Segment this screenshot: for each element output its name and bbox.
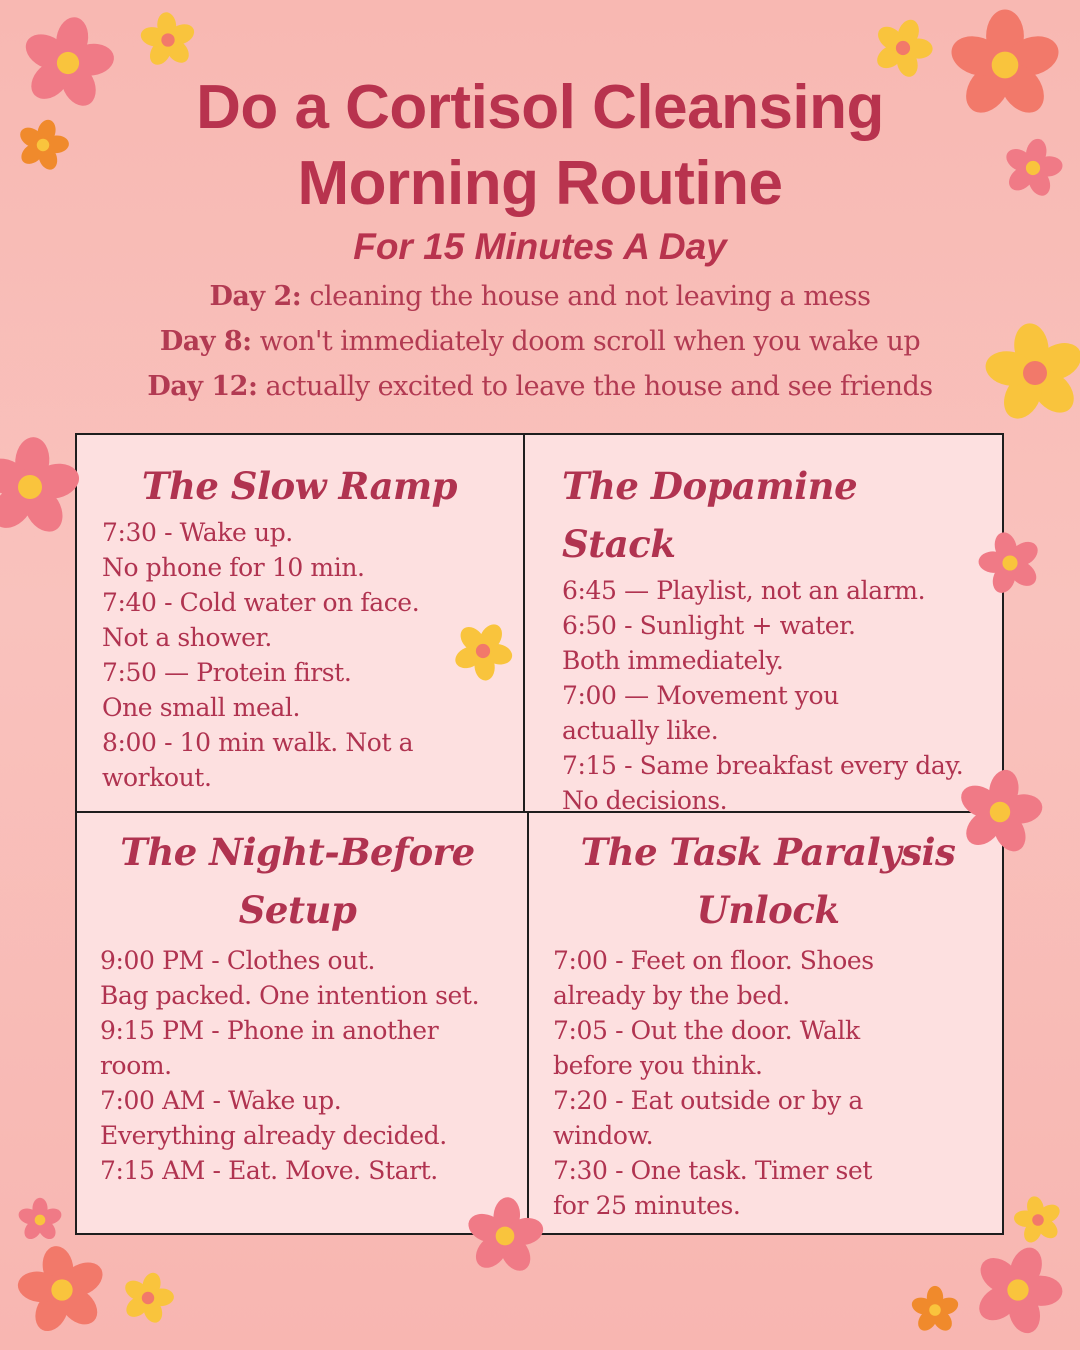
flower-icon [0, 433, 84, 541]
day-label: Day 12: [147, 371, 258, 402]
day-milestone [0, 319, 1080, 364]
flower-icon [1001, 136, 1065, 200]
routine-step: for 25 minutes. [553, 1191, 741, 1220]
routine-title [553, 823, 983, 939]
routine-title-line: The Night-Before [120, 830, 475, 874]
routine-step: 7:00 AM - Wake up. [100, 1086, 342, 1115]
routine-step: actually like. [562, 716, 719, 745]
title-line-1: Do a Cortisol Cleansing [196, 73, 884, 142]
routine-step: Both immediately. [562, 646, 784, 675]
routine-grid [75, 433, 1004, 1235]
flower-icon [138, 10, 198, 70]
day-text: actually excited to leave the house and see friends [257, 371, 933, 402]
flower-icon [976, 529, 1044, 597]
flower-icon [981, 319, 1080, 427]
routine-step: One small meal. [102, 693, 301, 722]
routine-steps [100, 943, 520, 1188]
flower-icon [15, 117, 71, 173]
routine-step: workout. [102, 763, 212, 792]
flower-icon [18, 13, 118, 113]
routine-title: The Slow Ramp [141, 464, 458, 508]
flower-icon [954, 766, 1046, 858]
routine-step: 9:00 PM - Clothes out. [100, 946, 376, 975]
routine-step: 7:00 - Feet on floor. Shoes [553, 946, 874, 975]
routine-step: 9:15 PM - Phone in another [100, 1016, 439, 1045]
day-text: cleaning the house and not leaving a mess [301, 281, 871, 312]
day-milestone [0, 274, 1080, 319]
subtitle: For 15 Minutes A Day [353, 226, 727, 267]
routine-step: 7:30 - One task. Timer set [553, 1156, 872, 1185]
day-label: Day 2: [209, 281, 302, 312]
day-label: Day 8: [159, 326, 252, 357]
routine-step: Not a shower. [102, 623, 272, 652]
routine-step: 7:50 — Protein first. [102, 658, 352, 687]
routine-steps [553, 943, 993, 1223]
flower-icon [16, 1196, 64, 1244]
routine-title [100, 823, 495, 939]
grid-divider-vertical-top [523, 435, 525, 811]
routine-step: 7:15 - Same breakfast every day. [562, 751, 964, 780]
routine-step: 7:00 — Movement you [562, 681, 839, 710]
title-line-2: Morning Routine [297, 149, 783, 218]
routine-step: No phone for 10 min. [102, 553, 365, 582]
routine-title: The Dopamine Stack [562, 464, 858, 566]
routine-card-night-before-setup [100, 823, 520, 1188]
routine-step: 8:00 - 10 min walk. Not a [102, 728, 414, 757]
page-title [0, 70, 1080, 222]
flower-icon [463, 1194, 547, 1278]
grid-divider-vertical-bottom [527, 811, 529, 1233]
routine-step: already by the bed. [553, 981, 790, 1010]
routine-step: 7:30 - Wake up. [102, 518, 293, 547]
flower-icon [970, 1242, 1066, 1338]
flower-icon [909, 1284, 961, 1336]
routine-step: before you think. [553, 1051, 763, 1080]
routine-title-line: Setup [238, 888, 357, 932]
routine-step: 6:45 — Playlist, not an alarm. [562, 576, 926, 605]
routine-step: 6:50 - Sunlight + water. [562, 611, 856, 640]
day-text: won't immediately doom scroll when you wake up [251, 326, 921, 357]
flower-icon [1012, 1194, 1064, 1246]
day-milestone [0, 364, 1080, 409]
routine-step: 7:05 - Out the door. Walk [553, 1016, 860, 1045]
routine-step: Everything already decided. [100, 1121, 447, 1150]
flower-icon [945, 5, 1065, 125]
routine-title-line: The Task Paralysis [580, 830, 956, 874]
routine-step: 7:20 - Eat outside or by a [553, 1086, 863, 1115]
routine-step: room. [100, 1051, 172, 1080]
routine-step: Bag packed. One intention set. [100, 981, 480, 1010]
routine-steps [562, 573, 1002, 818]
flower-icon [871, 16, 935, 80]
flower-icon [451, 619, 515, 683]
routine-step: 7:40 - Cold water on face. [102, 588, 420, 617]
routine-title-line: Unlock [696, 888, 840, 932]
routine-card-dopamine-stack [562, 457, 1002, 818]
flower-icon [14, 1242, 110, 1338]
routine-card-task-paralysis-unlock [553, 823, 993, 1223]
routine-step: 7:15 AM - Eat. Move. Start. [100, 1156, 438, 1185]
routine-step: No decisions. [562, 786, 728, 815]
flower-icon [120, 1270, 176, 1326]
routine-step: window. [553, 1121, 654, 1150]
header [0, 70, 1080, 409]
